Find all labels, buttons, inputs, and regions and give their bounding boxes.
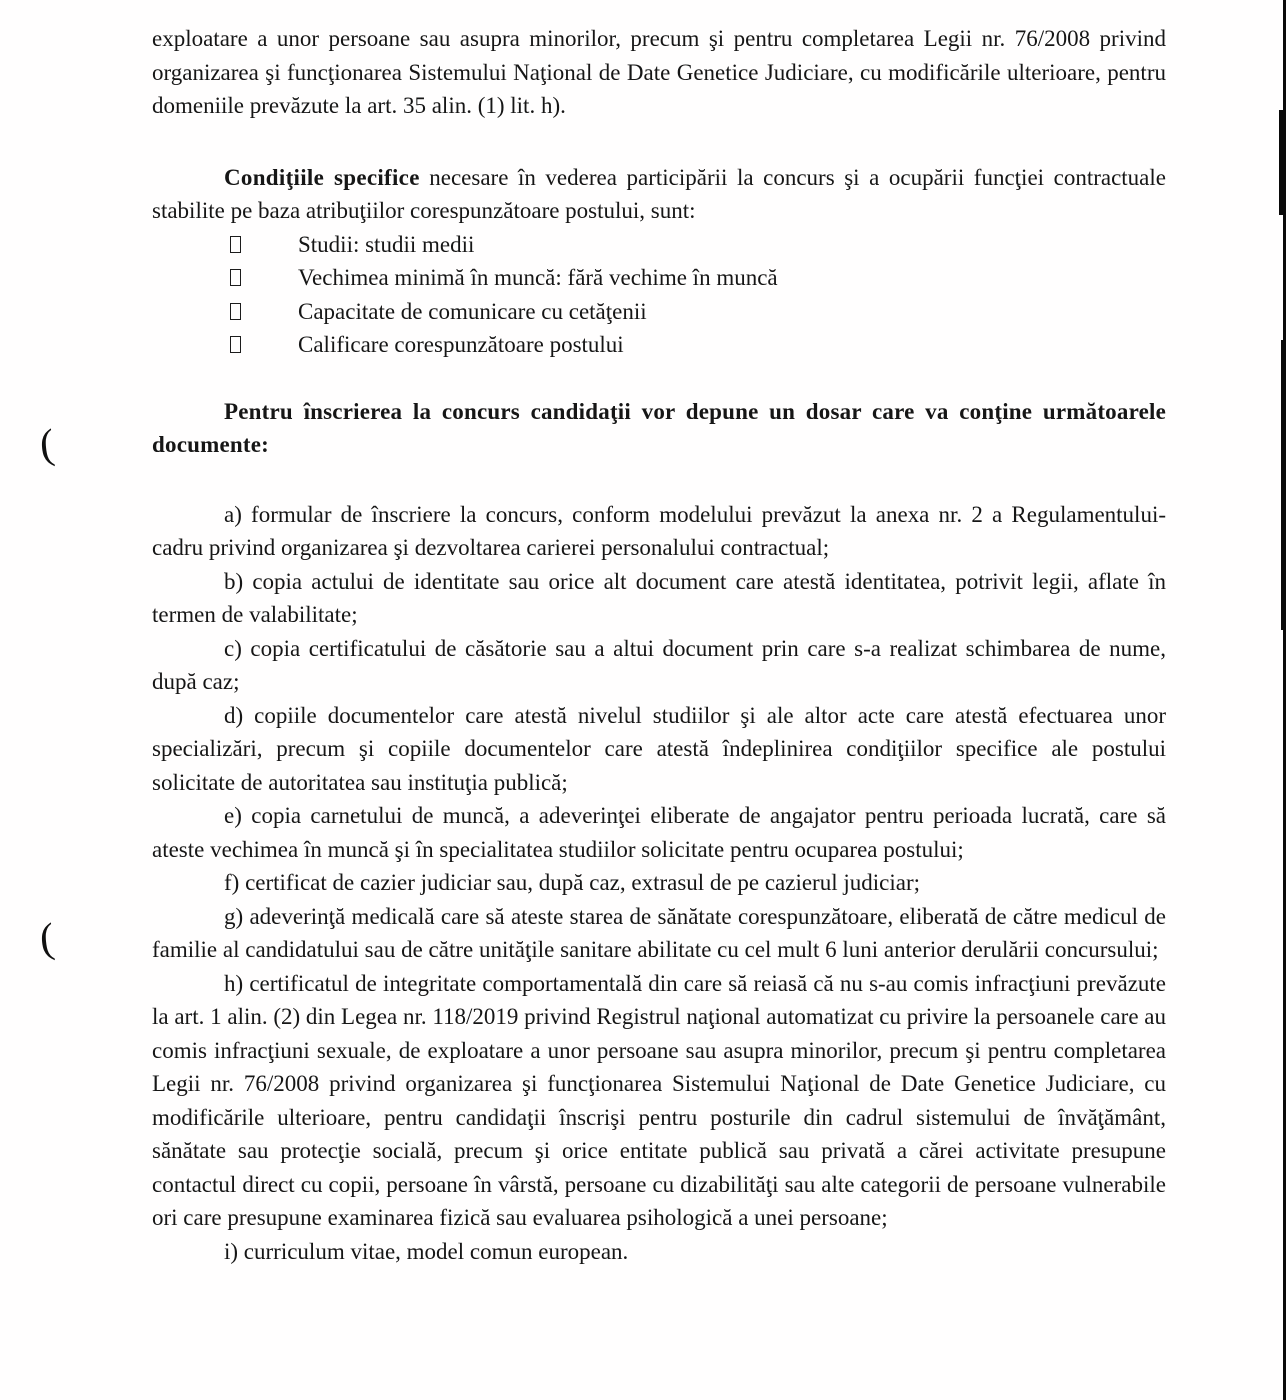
list-item (152, 295, 1166, 329)
document-item-d: d) copiile documentelor care atestă nivelul studiilor şi ale altor acte care atestă efectuarea unor specializări, precum şi copiile documentelor care atestă îndeplinirea condiţiilor specifice ale postului solicitate de autoritatea sau instituţia publică; (152, 702, 1166, 795)
paragraph-specific-conditions (152, 161, 1166, 228)
specific-conditions-text: necesare în vederea participării la concurs şi a ocupării funcţiei contractuale stabilite pe baza atribuţiilor corespunzătoare postului, sunt: (152, 164, 1166, 223)
scan-edge-artifact (1281, 340, 1286, 630)
document-item-f: f) certificat de cazier judiciar sau, după caz, extrasul de pe cazierul judiciar; (224, 870, 920, 895)
paragraph-dossier-intro: Pentru înscrierea la concurs candidaţii vor depune un dosar care va conţine următoarele documente: (152, 398, 1166, 457)
missing-glyph-bullet-icon (230, 269, 241, 286)
requirements-list (152, 228, 1166, 362)
specific-conditions-heading: Condiţiile specifice (224, 164, 420, 190)
page-body (152, 22, 1166, 1268)
list-item (152, 261, 1166, 295)
document-item-g: g) adeverinţă medicală care să ateste starea de sănătate corespunzătoare, eliberată de către medicul de familie al candidatului sau de către unităţile sanitare abilitate cu cel mult 6 luni anterior derulării concursului; (152, 903, 1166, 962)
document-item-h: h) certificatul de integritate comportamentală din care să reiasă că nu s-au comis infracţiuni prevăzute la art. 1 alin. (2) din Legea nr. 118/2019 privind Registrul naţional automatizat cu privire la persoanele care au comis infracţiuni sexuale, de exploatare a unor persoane sau asupra minorilor, precum şi pentru completarea Legii nr. 76/2008 privind organizarea şi funcţionarea Sistemului Naţional de Date Genetice Judiciare, cu modificările ulterioare, pentru candidaţii înscrişi pentru posturile din cadrul sistemului de învăţământ, sănătate sau protecţie socială, precum şi orice entitate publică sau privată a cărei activitate presupune contactul direct cu copii, persoane în vârstă, persoane cu dizabilităţi sau alte categorii de persoane vulnerabile ori care presupune examinarea fizică sau evaluarea psihologică a unei persoane; (152, 970, 1166, 1230)
document-item-i: i) curriculum vitae, model comun european. (224, 1238, 629, 1264)
requirement-label: Capacitate de comunicare cu cetăţenii (298, 298, 647, 324)
handwritten-parenthesis-mark: ( (37, 421, 57, 469)
missing-glyph-bullet-icon (230, 303, 241, 320)
paragraph-continuation: exploatare a unor persoane sau asupra minorilor, precum şi pentru completarea Legii nr. 76/2008 privind organizarea şi funcţionarea Sistemului Naţional de Date Genetice Judiciare, cu modificările ulterioare, pentru domeniile prevăzute la art. 35 alin. (1) lit. h). (152, 26, 1166, 118)
missing-glyph-bullet-icon (230, 236, 241, 253)
requirement-label: Vechimea minimă în muncă: fără vechime în muncă (298, 265, 778, 290)
list-item (152, 228, 1166, 262)
requirement-label: Studii: studii medii (298, 231, 475, 257)
scan-edge-artifact (1279, 110, 1286, 215)
missing-glyph-bullet-icon (230, 336, 241, 353)
document-item-c: c) copia certificatului de căsătorie sau a altui document prin care s-a realizat schimbarea de nume, după caz; (152, 635, 1166, 694)
requirement-label: Calificare corespunzătoare postului (298, 332, 624, 357)
handwritten-parenthesis-mark: ( (37, 915, 57, 963)
document-item-b: b) copia actului de identitate sau orice alt document care atestă identitatea, potrivit legii, aflate în termen de valabilitate; (152, 568, 1166, 627)
list-item (152, 328, 1166, 362)
document-item-a: a) formular de înscriere la concurs, conform modelului prevăzut la anexa nr. 2 a Regulamentului-cadru privind organizarea şi dezvoltarea carierei personalului contractual; (152, 501, 1166, 560)
document-item-e: e) copia carnetului de muncă, a adeverinţei eliberate de angajator pentru perioada lucrată, care să ateste vechimea în muncă şi în specialitatea studiilor solicitate pentru ocuparea postului; (152, 803, 1166, 862)
